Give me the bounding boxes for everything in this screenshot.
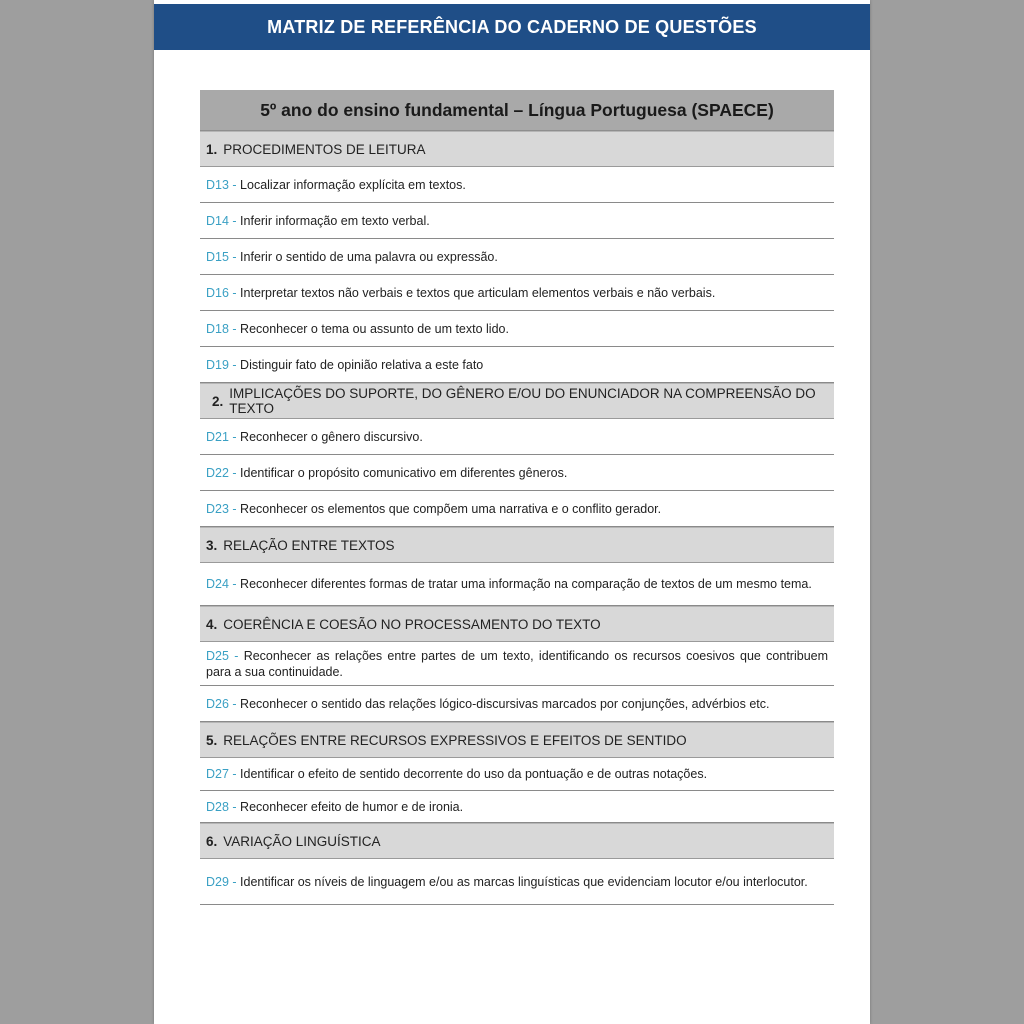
descriptor-text: Identificar o propósito comunicativo em diferentes gêneros. bbox=[240, 465, 568, 480]
descriptor-text: Reconhecer efeito de humor e de ironia. bbox=[240, 799, 464, 814]
section-number: 5. bbox=[206, 732, 218, 748]
section-number: 2. bbox=[212, 393, 224, 409]
descriptor-code: D28 bbox=[206, 799, 229, 814]
matrix-title bbox=[200, 90, 834, 131]
section-number: 1. bbox=[206, 141, 218, 157]
section-title: VARIAÇÃO LINGUÍSTICA bbox=[223, 833, 381, 849]
descriptor-row: D23 - Reconhecer os elementos que compõem uma narrativa e o conflito gerador. bbox=[200, 491, 834, 527]
section-title: RELAÇÕES ENTRE RECURSOS EXPRESSIVOS E EFEITOS DE SENTIDO bbox=[223, 732, 687, 748]
descriptor-code: D25 bbox=[206, 648, 229, 663]
descriptor-row: D21 - Reconhecer o gênero discursivo. bbox=[200, 419, 834, 455]
section-header bbox=[200, 823, 834, 859]
descriptor-code: D27 bbox=[206, 767, 229, 781]
section-header bbox=[200, 527, 834, 563]
descriptor-code: D19 bbox=[206, 357, 229, 372]
document-header bbox=[154, 4, 870, 50]
descriptor-text: Reconhecer diferentes formas de tratar uma informação na comparação de textos de um mesmo tema. bbox=[240, 577, 812, 591]
section-title: IMPLICAÇÕES DO SUPORTE, DO GÊNERO E/OU DO ENUNCIADOR NA COMPREENSÃO DO TEXTO bbox=[229, 386, 816, 416]
descriptor-code: D22 bbox=[206, 465, 229, 480]
descriptor-text: Localizar informação explícita em textos. bbox=[240, 177, 466, 192]
section-number: 3. bbox=[206, 537, 218, 553]
descriptor-text: Reconhecer o tema ou assunto de um texto lido. bbox=[240, 321, 509, 336]
descriptor-row: D29 - Identificar os níveis de linguagem e/ou as marcas linguísticas que evidenciam locutor e/ou interlocutor. bbox=[200, 859, 834, 905]
descriptor-code: D21 bbox=[206, 429, 229, 444]
descriptor-code: D29 bbox=[206, 874, 229, 889]
section-title: RELAÇÃO ENTRE TEXTOS bbox=[223, 537, 395, 553]
reference-matrix-table bbox=[200, 90, 834, 905]
descriptor-row: D26 - Reconhecer o sentido das relações lógico-discursivas marcados por conjunções, advérbios etc. bbox=[200, 686, 834, 722]
descriptor-text: Inferir informação em texto verbal. bbox=[240, 213, 430, 228]
document-page bbox=[154, 0, 870, 1024]
descriptor-text: Reconhecer o sentido das relações lógico-discursivas marcados por conjunções, advérbios etc. bbox=[240, 696, 770, 711]
section-header bbox=[200, 131, 834, 167]
descriptor-text: Reconhecer o gênero discursivo. bbox=[240, 429, 423, 444]
section-number: 6. bbox=[206, 833, 218, 849]
descriptor-row: D15 - Inferir o sentido de uma palavra ou expressão. bbox=[200, 239, 834, 275]
matrix-title-text: 5º ano do ensino fundamental – Língua Portuguesa (SPAECE) bbox=[260, 99, 774, 120]
descriptor-text: Identificar os níveis de linguagem e/ou as marcas linguísticas que evidenciam locutor e/ou interlocutor. bbox=[240, 874, 808, 889]
descriptor-code: D23 bbox=[206, 501, 229, 516]
descriptor-code: D26 bbox=[206, 696, 229, 711]
descriptor-text: Reconhecer as relações entre partes de um texto, identificando os recursos coesivos que contribuem para a sua continuidade. bbox=[206, 648, 829, 679]
descriptor-code: D24 bbox=[206, 577, 229, 591]
section-title: COERÊNCIA E COESÃO NO PROCESSAMENTO DO TEXTO bbox=[223, 616, 601, 632]
section-header bbox=[200, 722, 834, 758]
descriptor-row: D14 - Inferir informação em texto verbal. bbox=[200, 203, 834, 239]
descriptor-text: Reconhecer os elementos que compõem uma narrativa e o conflito gerador. bbox=[240, 501, 662, 516]
descriptor-code: D16 bbox=[206, 285, 229, 300]
descriptor-text: Inferir o sentido de uma palavra ou expressão. bbox=[240, 249, 498, 264]
descriptor-text: Interpretar textos não verbais e textos que articulam elementos verbais e não verbais. bbox=[240, 285, 716, 300]
descriptor-code: D14 bbox=[206, 213, 229, 228]
descriptor-code: D13 bbox=[206, 177, 229, 192]
header-title: MATRIZ DE REFERÊNCIA DO CADERNO DE QUESTÕES bbox=[267, 16, 757, 37]
descriptor-row: D19 - Distinguir fato de opinião relativa a este fato bbox=[200, 347, 834, 383]
descriptor-code: D15 bbox=[206, 249, 229, 264]
section-title: PROCEDIMENTOS DE LEITURA bbox=[223, 141, 426, 157]
descriptor-row: D28 - Reconhecer efeito de humor e de ironia. bbox=[200, 791, 834, 823]
descriptor-row: D18 - Reconhecer o tema ou assunto de um texto lido. bbox=[200, 311, 834, 347]
descriptor-text: Identificar o efeito de sentido decorrente do uso da pontuação e de outras notações. bbox=[240, 767, 708, 781]
descriptor-row: D27 - Identificar o efeito de sentido decorrente do uso da pontuação e de outras notações. bbox=[200, 758, 834, 791]
section-header bbox=[200, 383, 834, 419]
section-header bbox=[200, 606, 834, 642]
descriptor-row: D16 - Interpretar textos não verbais e textos que articulam elementos verbais e não verbais. bbox=[200, 275, 834, 311]
section-number: 4. bbox=[206, 616, 218, 632]
descriptor-row: D13 - Localizar informação explícita em textos. bbox=[200, 167, 834, 203]
descriptor-row: D22 - Identificar o propósito comunicativo em diferentes gêneros. bbox=[200, 455, 834, 491]
descriptor-row: D24 - Reconhecer diferentes formas de tratar uma informação na comparação de textos de um mesmo tema. bbox=[200, 563, 834, 606]
descriptor-code: D18 bbox=[206, 321, 229, 336]
descriptor-text: Distinguir fato de opinião relativa a este fato bbox=[240, 357, 484, 372]
descriptor-row: D25 - Reconhecer as relações entre partes de um texto, identificando os recursos coesivos que contribuem para a sua continuidade. bbox=[200, 642, 834, 686]
